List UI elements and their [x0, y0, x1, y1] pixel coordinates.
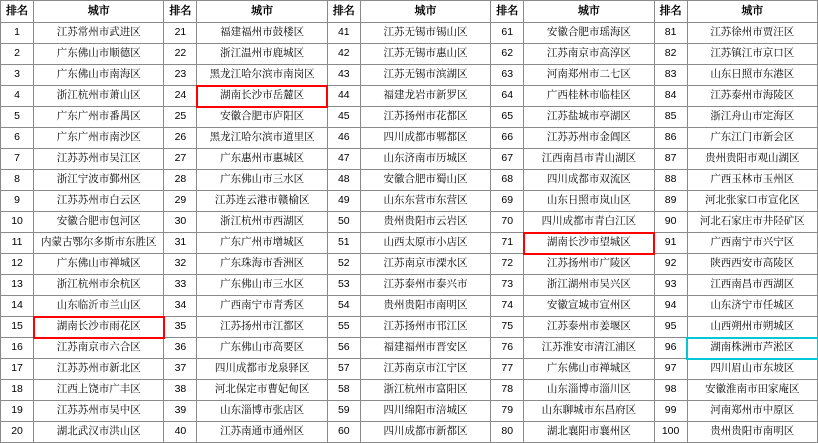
city-cell: 浙江杭州市萧山区	[34, 86, 164, 107]
rank-cell: 34	[164, 296, 197, 317]
header-rank-1: 排名	[1, 1, 34, 23]
city-cell: 浙江舟山市定海区	[687, 107, 817, 128]
city-cell: 江苏常州市武进区	[34, 23, 164, 44]
table-row	[1, 170, 818, 191]
rank-cell: 46	[327, 128, 360, 149]
rank-cell: 32	[164, 254, 197, 275]
rank-cell: 18	[1, 380, 34, 401]
rank-cell: 13	[1, 275, 34, 296]
table-row	[1, 254, 818, 275]
city-cell: 山东东营市东营区	[360, 191, 490, 212]
rank-cell: 9	[1, 191, 34, 212]
rank-cell: 75	[491, 317, 524, 338]
city-cell: 河南郑州市中原区	[687, 401, 817, 422]
rank-cell: 40	[164, 422, 197, 443]
city-cell: 江苏无锡市锡山区	[360, 23, 490, 44]
city-cell: 江苏无锡市惠山区	[360, 44, 490, 65]
rank-cell: 37	[164, 359, 197, 380]
rank-cell: 97	[654, 359, 687, 380]
rank-cell: 84	[654, 86, 687, 107]
rank-cell: 99	[654, 401, 687, 422]
header-city-5: 城市	[687, 1, 817, 23]
city-cell: 广东江门市新会区	[687, 128, 817, 149]
city-cell: 安徽淮南市田家庵区	[687, 380, 817, 401]
rank-cell: 4	[1, 86, 34, 107]
header-rank-3: 排名	[327, 1, 360, 23]
city-cell: 湖南株洲市芦淞区	[687, 338, 817, 359]
rank-cell: 67	[491, 149, 524, 170]
city-cell: 河北保定市曹妃甸区	[197, 380, 327, 401]
rank-cell: 50	[327, 212, 360, 233]
rank-cell: 21	[164, 23, 197, 44]
rank-cell: 12	[1, 254, 34, 275]
city-cell: 广东广州市增城区	[197, 233, 327, 254]
rank-cell: 60	[327, 422, 360, 443]
table-row	[1, 401, 818, 422]
city-cell: 湖北武汉市洪山区	[34, 422, 164, 443]
city-cell: 江苏南京市江宁区	[360, 359, 490, 380]
city-cell: 广东佛山市三水区	[197, 275, 327, 296]
city-cell: 山西太原市小店区	[360, 233, 490, 254]
city-cell: 四川成都市青白江区	[524, 212, 654, 233]
rank-cell: 51	[327, 233, 360, 254]
header-rank-4: 排名	[491, 1, 524, 23]
city-cell: 贵州贵阳市南明区	[360, 296, 490, 317]
city-cell: 江苏泰州市泰兴市	[360, 275, 490, 296]
city-cell: 江苏南京市六合区	[34, 338, 164, 359]
city-cell: 江苏扬州市广陵区	[524, 254, 654, 275]
table-body	[1, 23, 818, 443]
city-cell: 江苏苏州市吴江区	[34, 149, 164, 170]
rank-cell: 65	[491, 107, 524, 128]
city-cell: 安徽合肥市包河区	[34, 212, 164, 233]
city-cell: 江苏南京市溧水区	[360, 254, 490, 275]
city-cell: 浙江杭州市余杭区	[34, 275, 164, 296]
rank-cell: 5	[1, 107, 34, 128]
city-cell: 四川眉山市东坡区	[687, 359, 817, 380]
city-cell: 湖南长沙市岳麓区	[197, 86, 327, 107]
rank-cell: 64	[491, 86, 524, 107]
city-cell: 广西南宁市青秀区	[197, 296, 327, 317]
rank-cell: 74	[491, 296, 524, 317]
rank-cell: 61	[491, 23, 524, 44]
table-row	[1, 191, 818, 212]
city-cell: 江苏苏州市白云区	[34, 191, 164, 212]
table-row	[1, 23, 818, 44]
city-cell: 广东佛山市南海区	[34, 65, 164, 86]
table-row	[1, 275, 818, 296]
rank-cell: 98	[654, 380, 687, 401]
rank-cell: 59	[327, 401, 360, 422]
city-cell: 江苏淮安市清江浦区	[524, 338, 654, 359]
rank-cell: 55	[327, 317, 360, 338]
header-rank-2: 排名	[164, 1, 197, 23]
rank-cell: 26	[164, 128, 197, 149]
table-row	[1, 128, 818, 149]
city-cell: 江西南昌市青山湖区	[524, 149, 654, 170]
city-cell: 江苏泰州市姜堰区	[524, 317, 654, 338]
rank-cell: 54	[327, 296, 360, 317]
rank-cell: 43	[327, 65, 360, 86]
city-cell: 江苏盐城市亭湖区	[524, 107, 654, 128]
city-cell: 安徽宣城市宣州区	[524, 296, 654, 317]
rank-cell: 16	[1, 338, 34, 359]
city-cell: 浙江宁波市鄞州区	[34, 170, 164, 191]
table-header-row	[1, 1, 818, 23]
city-cell: 浙江杭州市西湖区	[197, 212, 327, 233]
rank-cell: 29	[164, 191, 197, 212]
rank-cell: 33	[164, 275, 197, 296]
rank-cell: 66	[491, 128, 524, 149]
table-row	[1, 338, 818, 359]
rank-cell: 57	[327, 359, 360, 380]
city-cell: 广东广州市南沙区	[34, 128, 164, 149]
table-row	[1, 233, 818, 254]
city-cell: 江苏镇江市京口区	[687, 44, 817, 65]
rank-cell: 78	[491, 380, 524, 401]
city-cell: 广东广州市番禺区	[34, 107, 164, 128]
city-cell: 浙江湖州市吴兴区	[524, 275, 654, 296]
table-row	[1, 422, 818, 443]
city-cell: 四川成都市新都区	[360, 422, 490, 443]
table-row	[1, 44, 818, 65]
rank-cell: 92	[654, 254, 687, 275]
rank-cell: 45	[327, 107, 360, 128]
rank-cell: 7	[1, 149, 34, 170]
city-cell: 湖北襄阳市襄州区	[524, 422, 654, 443]
rank-cell: 25	[164, 107, 197, 128]
rank-cell: 24	[164, 86, 197, 107]
rank-cell: 23	[164, 65, 197, 86]
rank-cell: 52	[327, 254, 360, 275]
rank-cell: 88	[654, 170, 687, 191]
rank-cell: 86	[654, 128, 687, 149]
rank-cell: 53	[327, 275, 360, 296]
city-cell: 广东佛山市顺德区	[34, 44, 164, 65]
rank-cell: 100	[654, 422, 687, 443]
rank-cell: 79	[491, 401, 524, 422]
city-cell: 河南郑州市二七区	[524, 65, 654, 86]
city-cell: 广东佛山市禅城区	[524, 359, 654, 380]
rank-cell: 89	[654, 191, 687, 212]
city-cell: 陕西西安市高陵区	[687, 254, 817, 275]
rank-cell: 35	[164, 317, 197, 338]
city-cell: 山东淄博市淄川区	[524, 380, 654, 401]
city-cell: 湖南长沙市雨花区	[34, 317, 164, 338]
city-cell: 内蒙古鄂尔多斯市东胜区	[34, 233, 164, 254]
rank-cell: 27	[164, 149, 197, 170]
rank-cell: 10	[1, 212, 34, 233]
rank-cell: 68	[491, 170, 524, 191]
table-row	[1, 296, 818, 317]
city-cell: 贵州贵阳市观山湖区	[687, 149, 817, 170]
rank-cell: 69	[491, 191, 524, 212]
city-cell: 广东佛山市三水区	[197, 170, 327, 191]
city-cell: 山西朔州市朔城区	[687, 317, 817, 338]
city-cell: 福建龙岩市新罗区	[360, 86, 490, 107]
rank-cell: 73	[491, 275, 524, 296]
city-cell: 安徽合肥市庐阳区	[197, 107, 327, 128]
rank-cell: 19	[1, 401, 34, 422]
rank-cell: 62	[491, 44, 524, 65]
rank-cell: 87	[654, 149, 687, 170]
city-cell: 广西桂林市临桂区	[524, 86, 654, 107]
city-cell: 江苏南京市高淳区	[524, 44, 654, 65]
rank-cell: 93	[654, 275, 687, 296]
rank-cell: 44	[327, 86, 360, 107]
rank-cell: 76	[491, 338, 524, 359]
rank-cell: 30	[164, 212, 197, 233]
city-cell: 江苏泰州市海陵区	[687, 86, 817, 107]
header-city-2: 城市	[197, 1, 327, 23]
table-row	[1, 65, 818, 86]
city-cell: 广东佛山市高要区	[197, 338, 327, 359]
city-cell: 广东惠州市惠城区	[197, 149, 327, 170]
city-cell: 广西玉林市玉州区	[687, 170, 817, 191]
city-cell: 黑龙江哈尔滨市道里区	[197, 128, 327, 149]
rank-cell: 71	[491, 233, 524, 254]
rank-cell: 83	[654, 65, 687, 86]
rank-cell: 91	[654, 233, 687, 254]
city-cell: 福建福州市晋安区	[360, 338, 490, 359]
city-cell: 江苏徐州市贾汪区	[687, 23, 817, 44]
rank-cell: 22	[164, 44, 197, 65]
city-cell: 贵州贵阳市云岩区	[360, 212, 490, 233]
rank-cell: 63	[491, 65, 524, 86]
city-cell: 江苏南通市通州区	[197, 422, 327, 443]
city-cell: 四川成都市龙泉驿区	[197, 359, 327, 380]
rank-cell: 72	[491, 254, 524, 275]
city-cell: 江苏扬州市花都区	[360, 107, 490, 128]
table-row	[1, 86, 818, 107]
city-cell: 江苏苏州市金阊区	[524, 128, 654, 149]
rank-cell: 11	[1, 233, 34, 254]
table-row	[1, 107, 818, 128]
rank-cell: 81	[654, 23, 687, 44]
rank-cell: 41	[327, 23, 360, 44]
rank-cell: 39	[164, 401, 197, 422]
city-cell: 四川成都市双流区	[524, 170, 654, 191]
rank-cell: 17	[1, 359, 34, 380]
rank-cell: 58	[327, 380, 360, 401]
city-cell: 山东聊城市东昌府区	[524, 401, 654, 422]
city-cell: 江苏苏州市吴中区	[34, 401, 164, 422]
rank-cell: 77	[491, 359, 524, 380]
rank-cell: 47	[327, 149, 360, 170]
rank-cell: 36	[164, 338, 197, 359]
rank-cell: 90	[654, 212, 687, 233]
city-cell: 江苏扬州市江都区	[197, 317, 327, 338]
rank-cell: 85	[654, 107, 687, 128]
table-row	[1, 212, 818, 233]
header-city-3: 城市	[360, 1, 490, 23]
rank-cell: 15	[1, 317, 34, 338]
city-cell: 江苏连云港市赣榆区	[197, 191, 327, 212]
rank-cell: 38	[164, 380, 197, 401]
city-cell: 四川绵阳市涪城区	[360, 401, 490, 422]
rank-cell: 48	[327, 170, 360, 191]
rank-cell: 96	[654, 338, 687, 359]
rank-cell: 2	[1, 44, 34, 65]
city-cell: 江苏无锡市滨湖区	[360, 65, 490, 86]
city-cell: 山东临沂市兰山区	[34, 296, 164, 317]
city-cell: 广西南宁市兴宁区	[687, 233, 817, 254]
city-cell: 浙江温州市鹿城区	[197, 44, 327, 65]
city-cell: 湖南长沙市望城区	[524, 233, 654, 254]
city-cell: 福建福州市鼓楼区	[197, 23, 327, 44]
rank-cell: 1	[1, 23, 34, 44]
city-cell: 黑龙江哈尔滨市南岗区	[197, 65, 327, 86]
city-cell: 山东日照市东港区	[687, 65, 817, 86]
header-rank-5: 排名	[654, 1, 687, 23]
rank-cell: 28	[164, 170, 197, 191]
table-row	[1, 317, 818, 338]
table-row	[1, 149, 818, 170]
city-cell: 江苏苏州市新北区	[34, 359, 164, 380]
city-cell: 浙江杭州市富阳区	[360, 380, 490, 401]
rank-cell: 31	[164, 233, 197, 254]
rank-cell: 82	[654, 44, 687, 65]
rank-cell: 20	[1, 422, 34, 443]
header-city-1: 城市	[34, 1, 164, 23]
rank-cell: 14	[1, 296, 34, 317]
city-cell: 广东珠海市香洲区	[197, 254, 327, 275]
rank-cell: 70	[491, 212, 524, 233]
rank-cell: 56	[327, 338, 360, 359]
rank-cell: 49	[327, 191, 360, 212]
table-row	[1, 380, 818, 401]
city-cell: 四川成都市郫都区	[360, 128, 490, 149]
rank-cell: 8	[1, 170, 34, 191]
header-city-4: 城市	[524, 1, 654, 23]
city-cell: 河北张家口市宣化区	[687, 191, 817, 212]
rank-cell: 6	[1, 128, 34, 149]
rank-cell: 3	[1, 65, 34, 86]
table-row	[1, 359, 818, 380]
city-cell: 山东日照市岚山区	[524, 191, 654, 212]
city-cell: 安徽合肥市蜀山区	[360, 170, 490, 191]
rank-cell: 80	[491, 422, 524, 443]
city-cell: 山东济宁市任城区	[687, 296, 817, 317]
rank-cell: 95	[654, 317, 687, 338]
city-cell: 广东佛山市禅城区	[34, 254, 164, 275]
city-cell: 山东淄博市张店区	[197, 401, 327, 422]
city-cell: 安徽合肥市瑶海区	[524, 23, 654, 44]
city-cell: 江西上饶市广丰区	[34, 380, 164, 401]
rank-cell: 42	[327, 44, 360, 65]
city-cell: 山东济南市历城区	[360, 149, 490, 170]
city-cell: 江西南昌市西湖区	[687, 275, 817, 296]
city-cell: 河北石家庄市井陉矿区	[687, 212, 817, 233]
rank-cell: 94	[654, 296, 687, 317]
city-cell: 贵州贵阳市南明区	[687, 422, 817, 443]
city-cell: 江苏扬州市邗江区	[360, 317, 490, 338]
